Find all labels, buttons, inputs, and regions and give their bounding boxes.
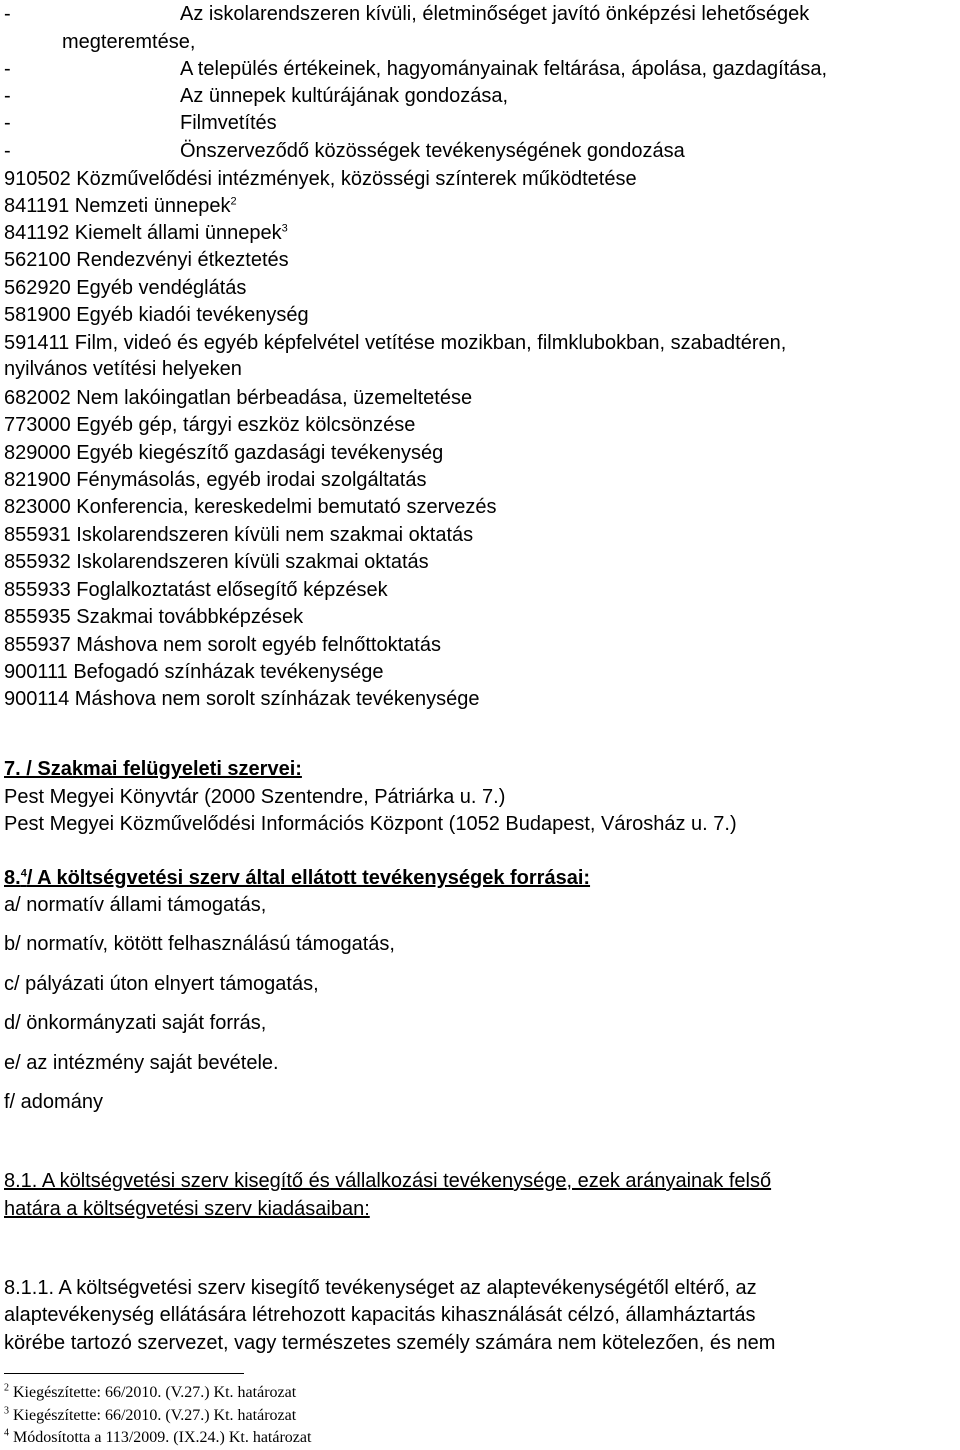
bullet-text: Önszerveződő közösségek tevékenységének gondozása: [180, 140, 685, 162]
activity-line: 821900 Fénymásolás, egyéb irodai szolgáltatás: [4, 469, 427, 491]
section-8-number: 8.: [4, 867, 21, 889]
bullet-dash: -: [4, 140, 11, 162]
paragraph-line: körébe tartozó szervezet, vagy természetes személy számára nem kötelezően, és nem: [4, 1332, 776, 1354]
funding-item: e/ az intézmény saját bevétele.: [4, 1052, 279, 1074]
activity-line: [4, 221, 288, 245]
activity-line: 855935 Szakmai továbbképzések: [4, 606, 304, 628]
funding-item: c/ pályázati úton elnyert támogatás,: [4, 973, 319, 995]
bullet-text: A település értékeinek, hagyományainak feltárása, ápolása, gazdagítása,: [180, 58, 828, 80]
footnote-separator: [4, 1373, 244, 1374]
footnote: [4, 1406, 296, 1426]
footnote-number: 3: [4, 1405, 9, 1417]
activity-text: 841192 Kiemelt állami ünnepek: [4, 222, 282, 244]
bullet-dash: -: [4, 112, 11, 134]
activity-line: 773000 Egyéb gép, tárgyi eszköz kölcsönzése: [4, 414, 416, 436]
activity-line: 855933 Foglalkoztatást elősegítő képzések: [4, 579, 388, 601]
activity-line: 829000 Egyéb kiegészítő gazdasági tevékenység: [4, 442, 444, 464]
paragraph-line: alaptevékenység ellátására létrehozott kapacitás kihasználását célzó, államháztartás: [4, 1304, 756, 1326]
section-8-1-title: 8.1. A költségvetési szerv kisegítő és vállalkozási tevékenysége, ezek arányainak felső: [4, 1170, 772, 1192]
footnote-ref: 2: [230, 195, 237, 208]
bullet-dash: -: [4, 85, 11, 107]
section-8-title: [4, 866, 590, 890]
footnote-number: 4: [4, 1427, 9, 1439]
section-8-1-title-cont: határa a költségvetési szerv kiadásaiban:: [4, 1198, 370, 1220]
section-7-title: 7. / Szakmai felügyeleti szervei:: [4, 758, 302, 780]
bullet-text: Filmvetítés: [180, 112, 277, 134]
section-8-heading: / A költségvetési szerv által ellátott tevékenységek forrásai:: [26, 867, 591, 889]
paragraph-line: 8.1.1. A költségvetési szerv kisegítő tevékenységet az alaptevékenységétől eltérő, az: [4, 1277, 757, 1299]
bullet-text: Az iskolarendszeren kívüli, életminőséget javító önképzési lehetőségek: [180, 3, 810, 25]
footnote-text: Kiegészítette: 66/2010. (V.27.) Kt. határozat: [13, 1407, 297, 1424]
footnote-ref: 4: [20, 867, 27, 880]
activity-text: 841191 Nemzeti ünnepek: [4, 195, 231, 217]
bullet-text: Az ünnepek kultúrájának gondozása,: [180, 85, 509, 107]
activity-line: nyilvános vetítési helyeken: [4, 358, 242, 380]
footnote-text: Kiegészítette: 66/2010. (V.27.) Kt. határozat: [13, 1384, 297, 1401]
activity-line: 581900 Egyéb kiadói tevékenység: [4, 304, 309, 326]
footnote-number: 2: [4, 1382, 9, 1394]
activity-line: 900114 Máshova nem sorolt színházak tevékenysége: [4, 688, 480, 710]
activity-line: 562920 Egyéb vendéglátás: [4, 277, 247, 299]
activity-line: 910502 Közművelődési intézmények, közösségi színterek működtetése: [4, 168, 637, 190]
funding-item: b/ normatív, kötött felhasználású támogatás,: [4, 933, 395, 955]
supervisor-line: Pest Megyei Közművelődési Információs Központ (1052 Budapest, Városház u. 7.): [4, 813, 737, 835]
funding-item: a/ normatív állami támogatás,: [4, 894, 267, 916]
funding-item: f/ adomány: [4, 1091, 103, 1113]
footnote-text: Módosította a 113/2009. (IX.24.) Kt. határozat: [13, 1429, 312, 1446]
activity-line: 562100 Rendezvényi étkeztetés: [4, 249, 289, 271]
activity-line: 855937 Máshova nem sorolt egyéb felnőttoktatás: [4, 634, 441, 656]
activity-line: 591411 Film, videó és egyéb képfelvétel vetítése mozikban, filmklubokban, szabadtéren,: [4, 332, 787, 354]
activity-line: [4, 194, 237, 218]
activity-line: 855932 Iskolarendszeren kívüli szakmai oktatás: [4, 551, 429, 573]
bullet-continuation: megteremtése,: [62, 31, 196, 53]
activity-line: 855931 Iskolarendszeren kívüli nem szakmai oktatás: [4, 524, 474, 546]
supervisor-line: Pest Megyei Könyvtár (2000 Szentendre, Pátriárka u. 7.): [4, 786, 506, 808]
footnote-ref: 3: [281, 222, 288, 235]
activity-line: 900111 Befogadó színházak tevékenysége: [4, 661, 384, 683]
activity-line: 682002 Nem lakóingatlan bérbeadása, üzemeltetése: [4, 387, 473, 409]
footnote: [4, 1428, 311, 1448]
activity-line: 823000 Konferencia, kereskedelmi bemutató szervezés: [4, 496, 497, 518]
funding-item: d/ önkormányzati saját forrás,: [4, 1012, 267, 1034]
bullet-dash: -: [4, 58, 11, 80]
bullet-dash: -: [4, 3, 11, 25]
footnote: [4, 1383, 296, 1403]
